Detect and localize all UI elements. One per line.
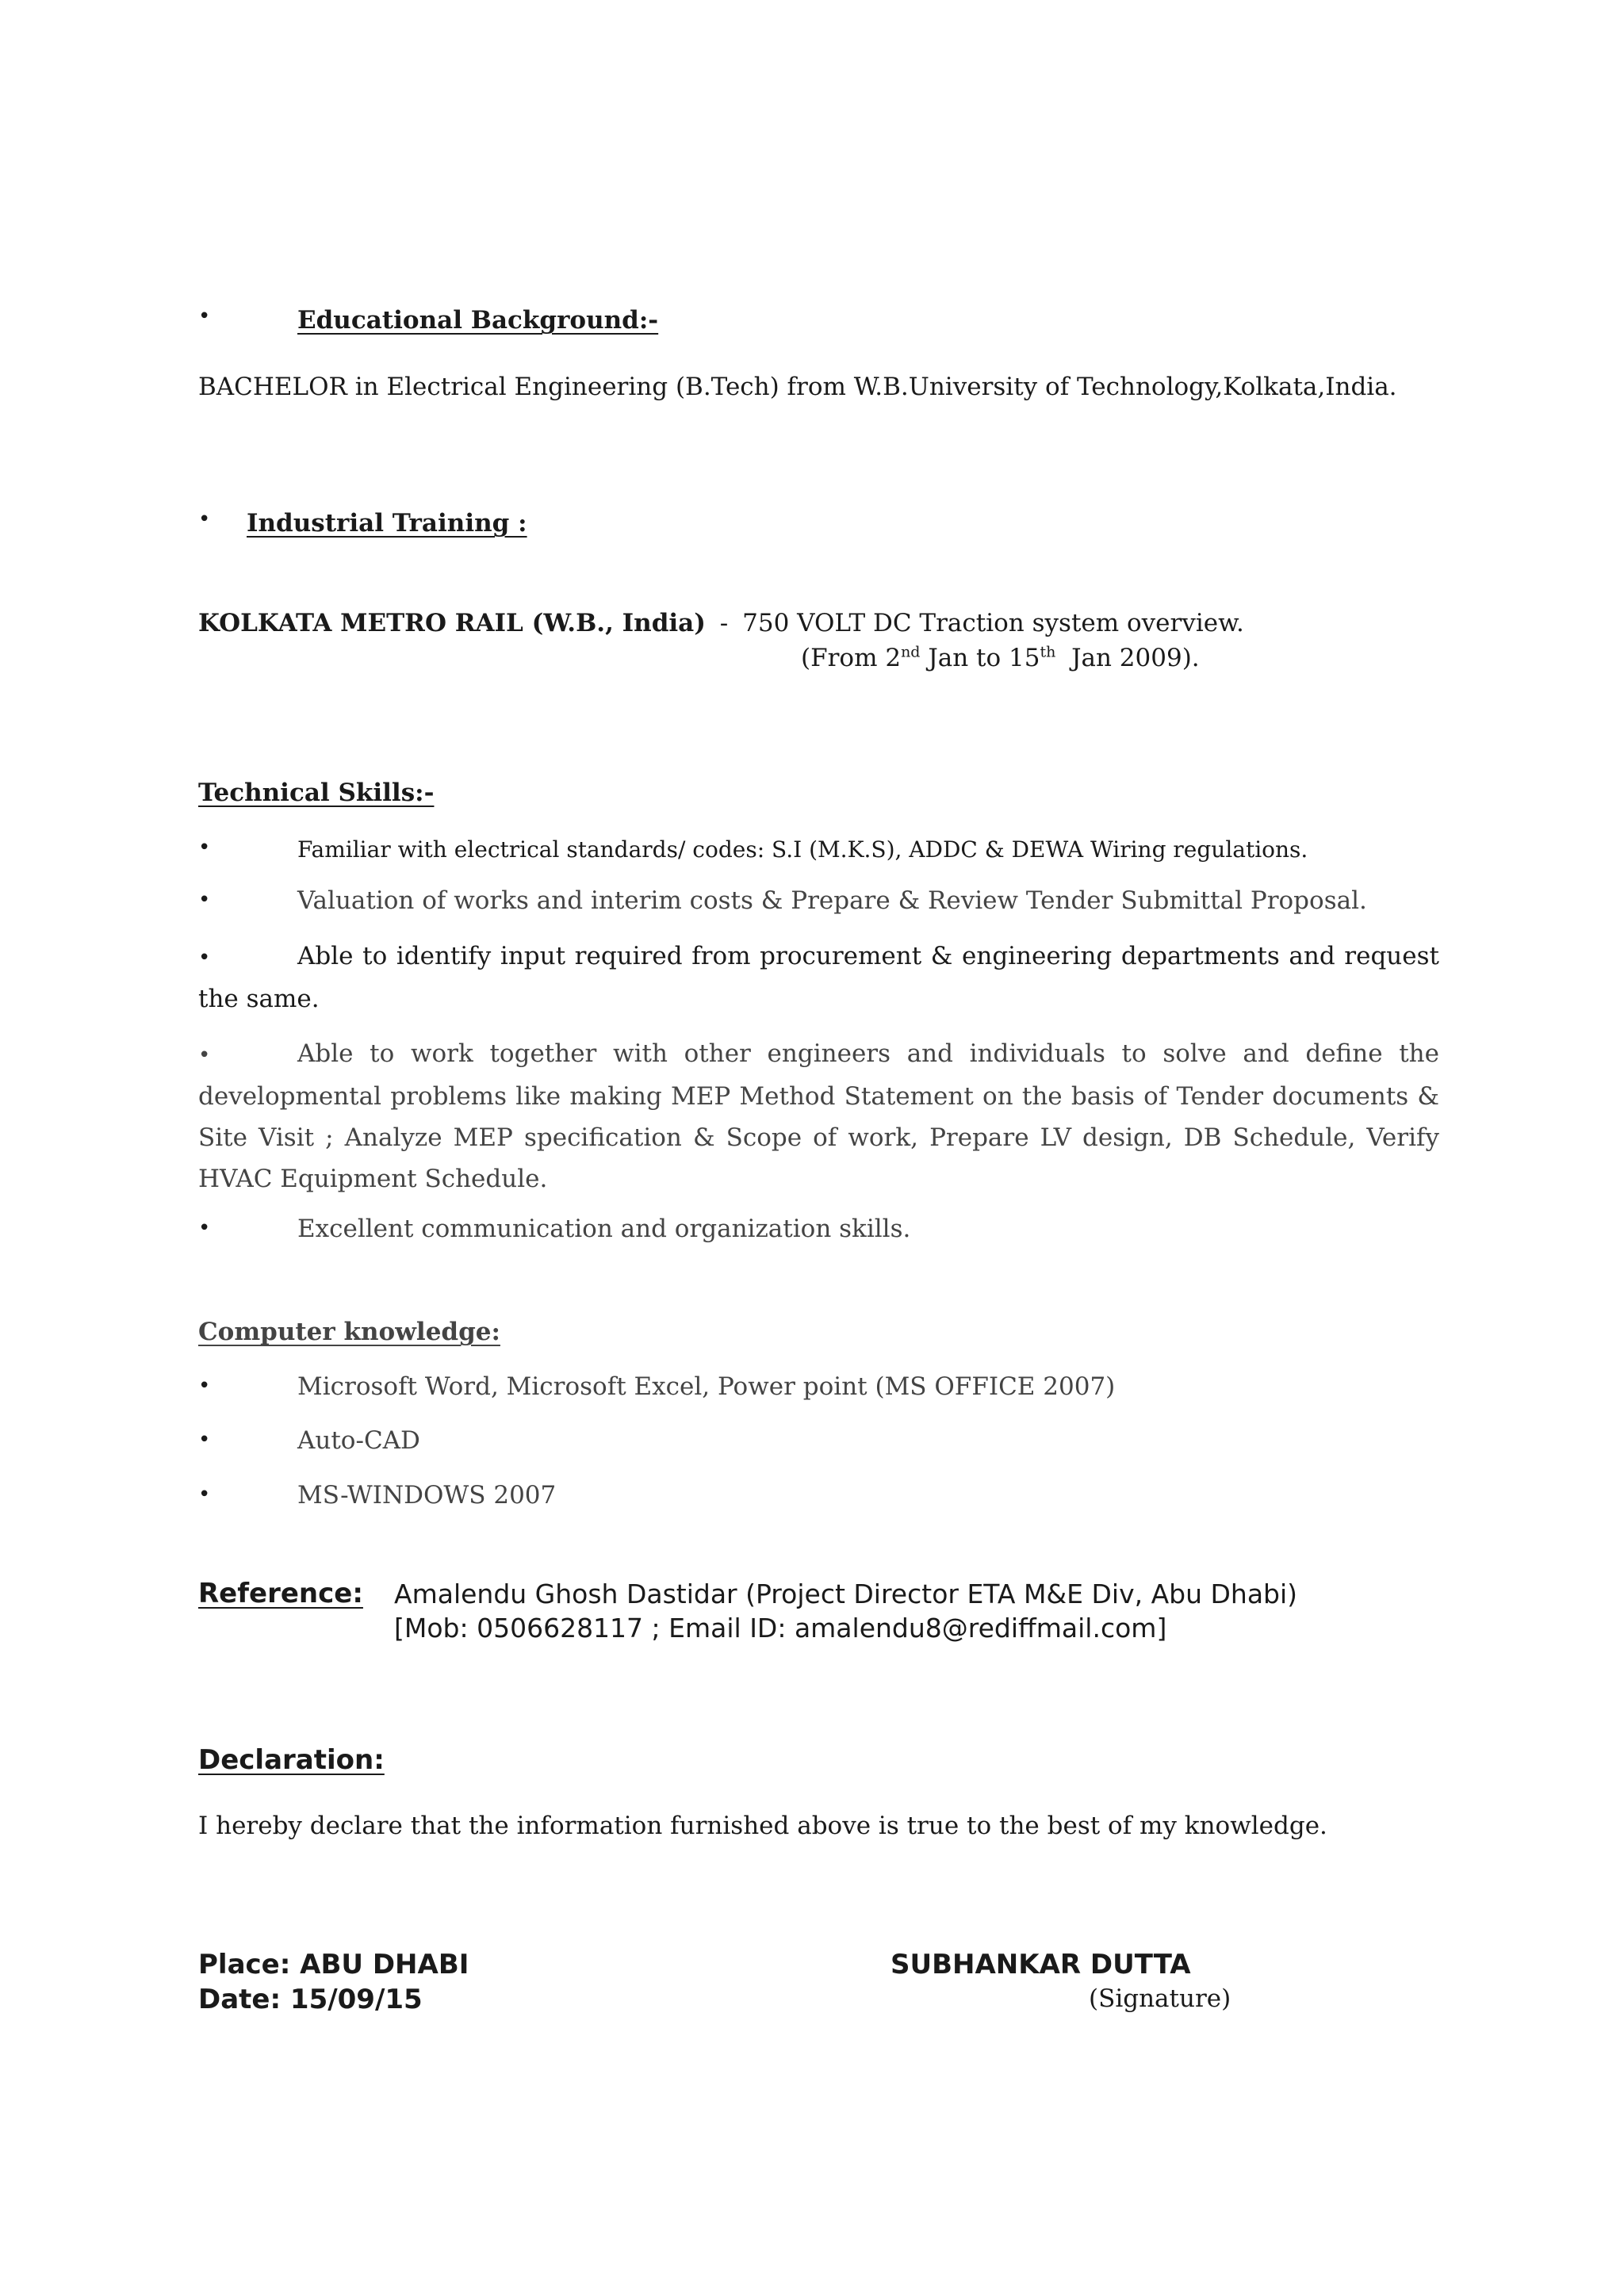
reference-label: Reference: (198, 1578, 363, 1609)
skill-item: Able to work together with other engineers and individuals to solve and define the developmental problems like making MEP Method Statement on the basis of Tender documents & Site Visit ; Analyze MEP specification & Scope of work, Prepare LV design, DB Schedule, Verify HVAC Equipment Schedule. (198, 1039, 1439, 1193)
period-open: (From 2 (801, 644, 902, 672)
skill-item: Able to identify input required from procurement & engineering departments and request the same. (198, 942, 1439, 1013)
training-separator: - (719, 609, 729, 637)
training-desc: 750 VOLT DC Traction system overview. (742, 609, 1244, 637)
bullet: • (198, 507, 211, 531)
skill-item: Excellent communication and organization skills. (297, 1215, 911, 1243)
bullet: • (198, 1428, 211, 1452)
computer-item: Microsoft Word, Microsoft Excel, Power point (MS OFFICE 2007) (297, 1372, 1116, 1401)
training-line (198, 609, 1244, 637)
technical-skills-heading: Technical Skills:- (198, 779, 435, 807)
declaration-text: I hereby declare that the information furnished above is true to the best of my knowledge. (198, 1812, 1327, 1840)
date: Date: 15/09/15 (198, 1984, 423, 2015)
bullet: • (198, 1483, 211, 1506)
period-mid: Jan to 15 (920, 644, 1040, 672)
bullet: • (198, 304, 211, 328)
signatory-name: SUBHANKAR DUTTA (891, 1949, 1191, 1980)
computer-item: Auto-CAD (297, 1426, 420, 1455)
period-close: Jan 2009). (1055, 644, 1200, 672)
bullet: • (198, 1043, 211, 1067)
training-period (801, 644, 1200, 672)
training-heading: Industrial Training : (247, 509, 527, 538)
skill-item-paragraph (198, 936, 1439, 1020)
period-sup-nd: nd (901, 643, 921, 661)
reference-line-1: Amalendu Ghosh Dastidar (Project Director ETA M&E Div, Abu Dhabi) (394, 1578, 1298, 1609)
reference-line-2: [Mob: 0506628117 ; Email ID: amalendu8@rediffmail.com] (394, 1613, 1167, 1644)
bullet: • (198, 946, 211, 970)
bullet: • (198, 1216, 211, 1240)
computer-item: MS-WINDOWS 2007 (297, 1481, 557, 1510)
skill-item: Familiar with electrical standards/ codes: S.I (M.K.S), ADDC & DEWA Wiring regulations. (297, 836, 1308, 863)
place: Place: ABU DHABI (198, 1949, 469, 1980)
skill-item: Valuation of works and interim costs & Prepare & Review Tender Submittal Proposal. (297, 886, 1367, 915)
training-org: KOLKATA METRO RAIL (W.B., India) (198, 609, 706, 637)
education-text: BACHELOR in Electrical Engineering (B.Tech) from W.B.University of Technology,Kolkata,India. (198, 373, 1397, 401)
education-heading: Educational Background:- (297, 306, 659, 335)
period-sup-th: th (1040, 643, 1056, 661)
skill-item-paragraph (198, 1033, 1439, 1200)
signature-label: (Signature) (1089, 1984, 1231, 2013)
declaration-heading: Declaration: (198, 1744, 385, 1776)
computer-knowledge-heading: Computer knowledge: (198, 1318, 500, 1346)
bullet: • (198, 836, 211, 859)
bullet: • (198, 888, 211, 912)
bullet: • (198, 1374, 211, 1398)
